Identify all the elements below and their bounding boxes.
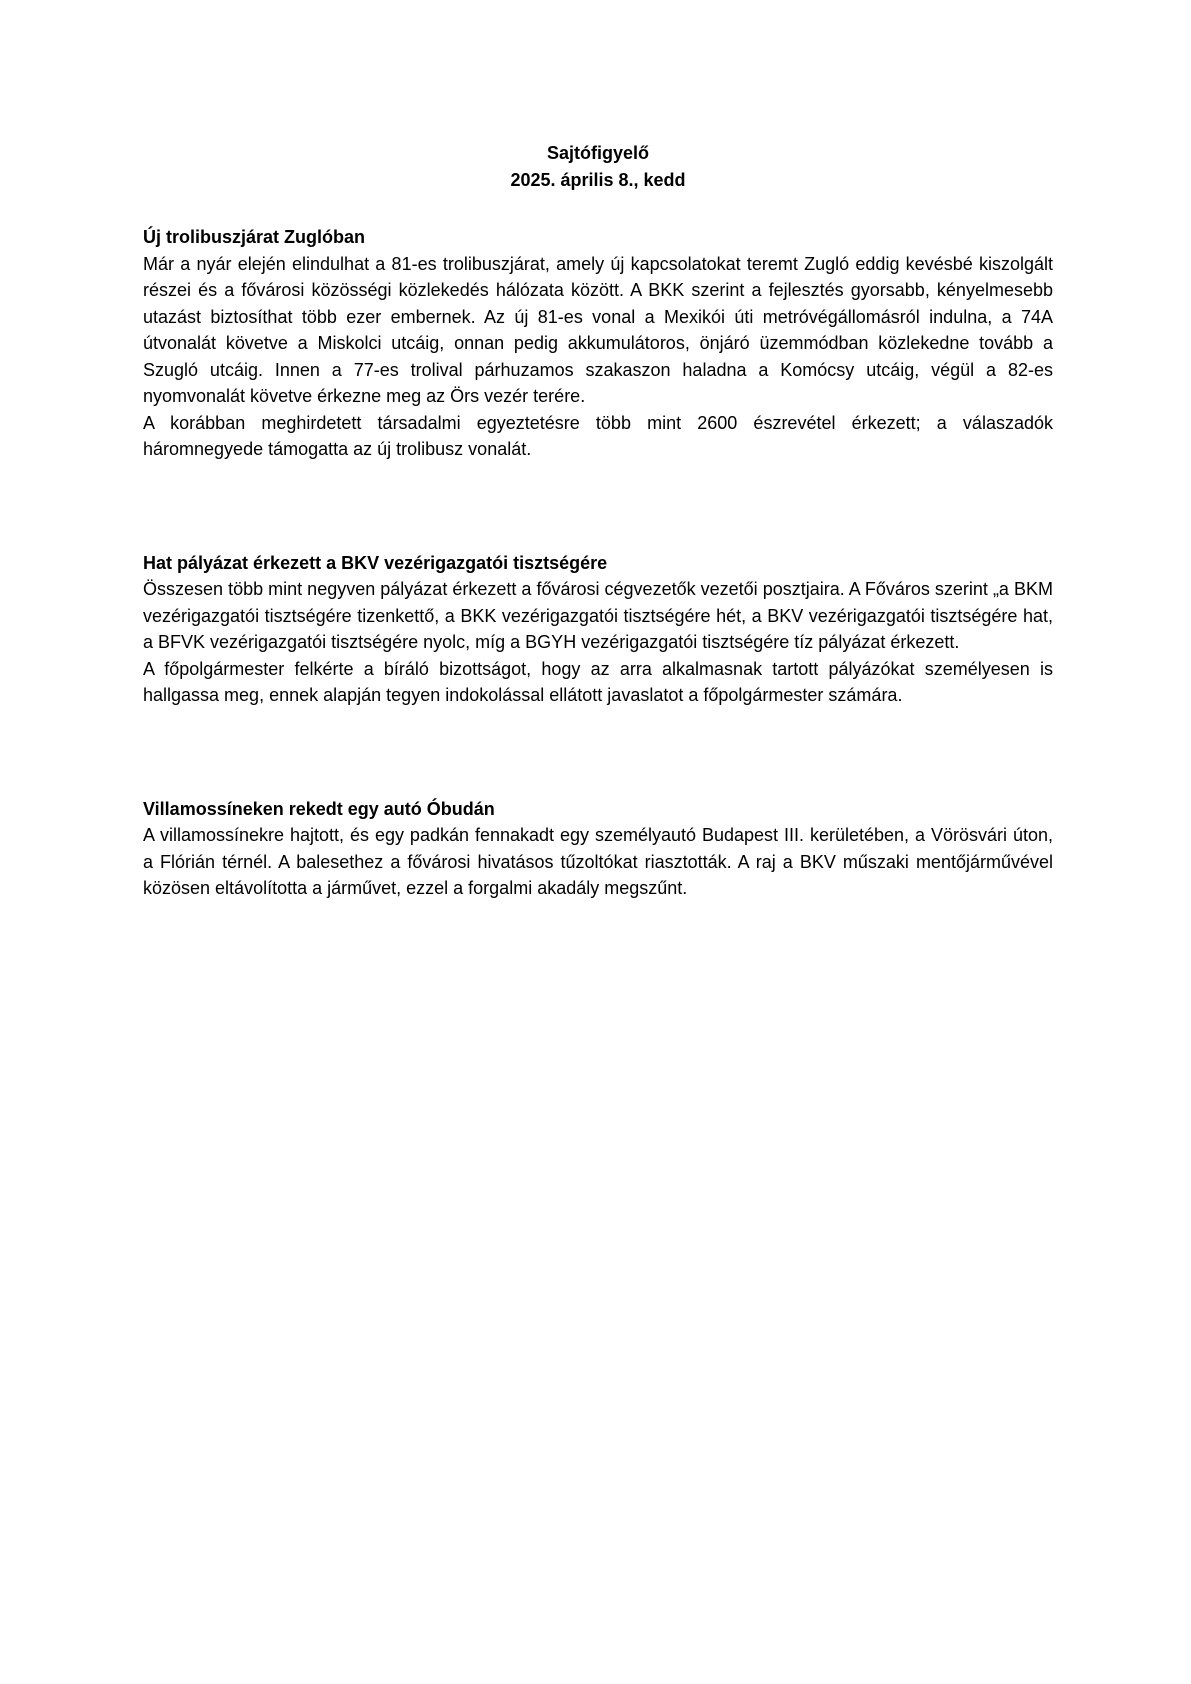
article-paragraph: Már a nyár elején elindulhat a 81-es trolibuszjárat, amely új kapcsolatokat teremt Zugló eddig kevésbé kiszolgált részei és a fővárosi közösségi közlekedés hálózata között. A BKK szerint a fejlesztés gyorsabb, kényelmesebb utazást biztosíthat több ezer embernek. Az új 81-es vonal a Mexikói úti metróvégállomásról indulna, a 74A útvonalát követve a Miskolci utcáig, onnan pedig akkumulátoros, önjáró üzemmódban közlekedne tovább a Szugló utcáig. Innen a 77-es trolival párhuzamos szakaszon haladna a Komócsy utcáig, végül a 82-es nyomvonalát követve érkezne meg az Örs vezér terére. bbox=[143, 253, 1053, 406]
document-header bbox=[143, 140, 1053, 194]
article-paragraph: A villamossínekre hajtott, és egy padkán fennakadt egy személyautó Budapest III. kerületében, a Vörösvári úton, a Flórián térnél. A balesethez a fővárosi hivatásos tűzoltókat riasztották. A raj a BKV műszaki mentőjárművével közösen eltávolította a járművet, ezzel a forgalmi akadály megszűnt. bbox=[143, 825, 1053, 898]
article-paragraph: Összesen több mint negyven pályázat érkezett a fővárosi cégvezetők vezetői posztjaira. A Főváros szerint „a BKM vezérigazgatói tisztségére tizenkettő, a BKK vezérigazgatói tisztségére hét, a BKV vezérigazgatói tisztségére hat, a BFVK vezérigazgatói tisztségére nyolc, míg a BGYH vezérigazgatói tisztségére tíz pályázat érkezett. bbox=[143, 579, 1053, 652]
article-title: Új trolibuszjárat Zuglóban bbox=[143, 227, 366, 247]
article-title: Hat pályázat érkezett a BKV vezérigazgatói tisztségére bbox=[143, 552, 608, 573]
document-page bbox=[143, 140, 1053, 902]
article-paragraph: A főpolgármester felkérte a bíráló bizottságot, hogy az arra alkalmasnak tartott pályázókat személyesen is hallgassa meg, ennek alapján tegyen indokolással ellátott javaslatot a főpolgármester számára. bbox=[143, 658, 1053, 705]
article-tram-car bbox=[143, 796, 1053, 902]
article-trolleybus bbox=[143, 224, 1053, 463]
article-paragraph: A korábban meghirdetett társadalmi egyeztetésre több mint 2600 észrevétel érkezett; a válaszadók háromnegyede támogatta az új trolibusz vonalát. bbox=[143, 412, 1053, 459]
article-bkv-ceo bbox=[143, 550, 1053, 709]
article-title: Villamossíneken rekedt egy autó Óbudán bbox=[143, 798, 495, 819]
document-title: Sajtófigyelő bbox=[546, 143, 649, 163]
document-date: 2025. április 8., kedd bbox=[510, 170, 686, 190]
